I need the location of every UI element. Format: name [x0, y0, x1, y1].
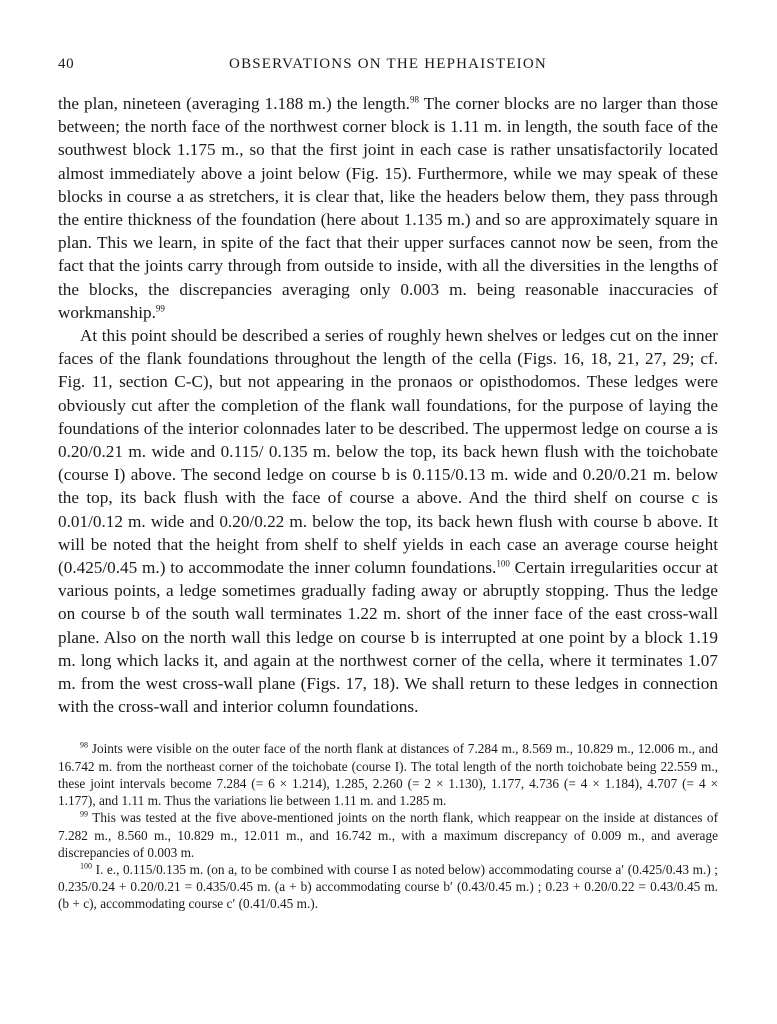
running-title: OBSERVATIONS ON THE HEPHAISTEION: [229, 56, 547, 72]
page-number: 40: [58, 56, 75, 72]
footnote-number: 99: [80, 809, 88, 819]
text-run: the plan, nineteen (averaging 1.188 m.) the length.: [58, 94, 410, 113]
paragraph: [58, 92, 718, 324]
text-run: At this point should be described a series of roughly hewn shelves or ledges cut on the inner faces of the flank foundations throughout the length of the cella (Figs. 16, 18, 21, 27, 29; cf. Fig. 11, section C-C), but not appearing in the pronaos or opisthodomos. These ledges were obviously cut after the completion of the flank wall foundations, for the purpose of laying the foundations of the interior colonnades later to be described. The uppermost ledge on course a is 0.20/0.21 m. wide and 0.115/ 0.135 m. below the top, its back hewn flush with the toichobate (course I) above. The second ledge on course b is 0.115/0.13 m. wide and 0.20/0.21 m. below the top, its back flush with the face of course a above. And the third shelf on course c is 0.01/0.12 m. wide and 0.20/0.22 m. below the top, its back hewn flush with course b above. It will be noted that the height from shelf to shelf yields in each case an average course height (0.425/0.45 m.) to accommodate the inner column foundations.: [58, 326, 718, 578]
footnote: [58, 740, 718, 809]
footnote-text: I. e., 0.115/0.135 m. (on a, to be combined with course I as noted below) accommodating course a′ (0.425/0.43 m.) ; 0.235/0.24 + 0.20/0.21 = 0.435/0.45 m. (a + b) accommodating course b′ (0.43/0.45 m.) ; 0.23 + 0.20/0.22 = 0.43/0.45 m. (b + c), accommodating course c′ (0.41/0.45 m.).: [58, 861, 719, 912]
footnote-ref: 98: [409, 94, 419, 105]
footnote: [58, 861, 718, 913]
text-run: The corner blocks are no larger than those between; the north face of the northwest corner block is 1.11 m. in length, the south face of the southwest block 1.175 m., so that the first joint in each case is rather unsatisfactorily located almost immediately above a joint below (Fig. 15). Furthermore, while we may speak of these blocks in course a as stretchers, it is clear that, like the headers below them, they pass through the entire thickness of the foundation (here about 1.135 m.) and so are approximately square in plan. This we learn, in spite of the fact that their upper surfaces cannot now be seen, from the fact that the joints carry through from outside to inside, with all the diversities in the lengths of the blocks, the discrepancies averaging only 0.003 m. being reasonable inaccuracies of workmanship.: [58, 94, 719, 322]
footnote-separator: [58, 718, 718, 740]
running-header: [58, 56, 718, 80]
body-text: [58, 92, 718, 718]
footnote-number: 98: [80, 741, 88, 751]
text-run: Certain irregularities occur at various points, a ledge sometimes gradually fading away or abruptly stopping. Thus the ledge on course b of the south wall terminates 1.22 m. short of the inner face of the east cross-wall plane. Also on the north wall this ledge on course b is interrupted at one point by a block 1.19 m. long which lacks it, and again at the northwest corner of the cella, where it terminates 1.07 m. from the west cross-wall plane (Figs. 17, 18). We shall return to these ledges in connection with the cross-wall and interior column foundations.: [58, 558, 718, 717]
footnote-text: This was tested at the five above-mentioned joints on the north flank, which reappear on the inside at distances of 7.282 m., 8.560 m., 10.829 m., 12.011 m., and 16.742 m., with a maximum discrepancy of 0.009 m., and average discrepancies of 0.003 m.: [58, 810, 718, 860]
paragraph: [58, 324, 718, 718]
footnote-text: Joints were visible on the outer face of the north flank at distances of 7.284 m., 8.569 m., 10.829 m., 12.006 m., and 16.742 m. from the northeast corner of the toichobate (course I). The total length of the north toichobate being 22.559 m., these joint intervals become 7.284 (= 6 × 1.214), 1.285, 2.260 (= 2 × 1.130), 1.177, 4.736 (= 4 × 1.184), 4.707 (= 4 × 1.177), and 1.11 m. Thus the variations lie between 1.11 m. and 1.285 m.: [58, 741, 718, 809]
footnote-ref: 99: [155, 303, 165, 314]
page: [58, 56, 718, 913]
footnotes: [58, 740, 718, 912]
footnote-ref: 100: [496, 558, 510, 569]
footnote: [58, 809, 718, 861]
footnote-number: 100: [80, 861, 92, 871]
